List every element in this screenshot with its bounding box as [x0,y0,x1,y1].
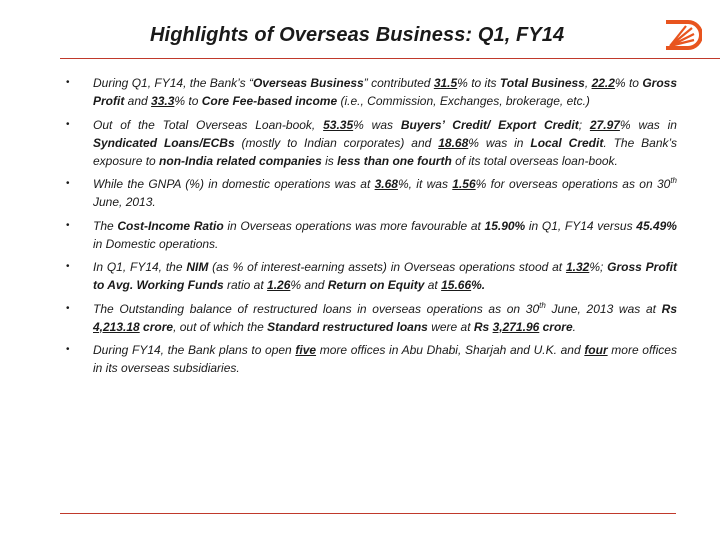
logo-rays [670,26,694,46]
bullet-content [62,74,677,383]
bullet-item-overseas-contribution: • During Q1, FY14, the Bank’s “Overseas Business” contributed 31.5% to its Total Business, 22.2% to Gross Profit and 33.3% to Core Fee-based income (i.e., Commission, Exchanges, brokerage, etc.) [62,74,677,110]
bullet-list [62,74,677,377]
bullet-item-loan-book: • Out of the Total Overseas Loan-book, 53.35% was Buyers’ Credit/ Export Credit; 27.97% was in Syndicated Loans/ECBs (mostly to Indian corporates) and 18.68% was in Local Credit. The Bank’s exposure to non-India related companies is less than one fourth of its total overseas loan-book. [62,116,677,170]
page-title: Highlights of Overseas Business: Q1, FY14 [150,24,565,46]
bullet-item-gnpa: • While the GNPA (%) in domestic operations was at 3.68%, it was 1.56% for overseas operations as on 30th June, 2013. [62,175,677,211]
bullet-item-restructured-loans: • The Outstanding balance of restructured loans in overseas operations as on 30th June, 2013 was at Rs 4,213.18 crore, out of which the Standard restructured loans were at Rs 3,271.96 crore. [62,300,677,336]
title-divider [60,58,720,59]
bullet-item-nim: • In Q1, FY14, the NIM (as % of interest-earning assets) in Overseas operations stood at 1.32%; Gross Profit to Avg. Working Funds ratio at 1.26% and Return on Equity at 15.66%. [62,258,677,294]
footer-divider [60,513,676,514]
bullet-item-new-offices: • During FY14, the Bank plans to open five more offices in Abu Dhabi, Sharjah and U.K. and four more offices in its overseas subsidiaries. [62,341,677,377]
bullet-item-cost-income: • The Cost-Income Ratio in Overseas operations was more favourable at 15.90% in Q1, FY14 versus 45.49% in Domestic operations. [62,217,677,253]
bank-logo-icon [662,18,702,52]
